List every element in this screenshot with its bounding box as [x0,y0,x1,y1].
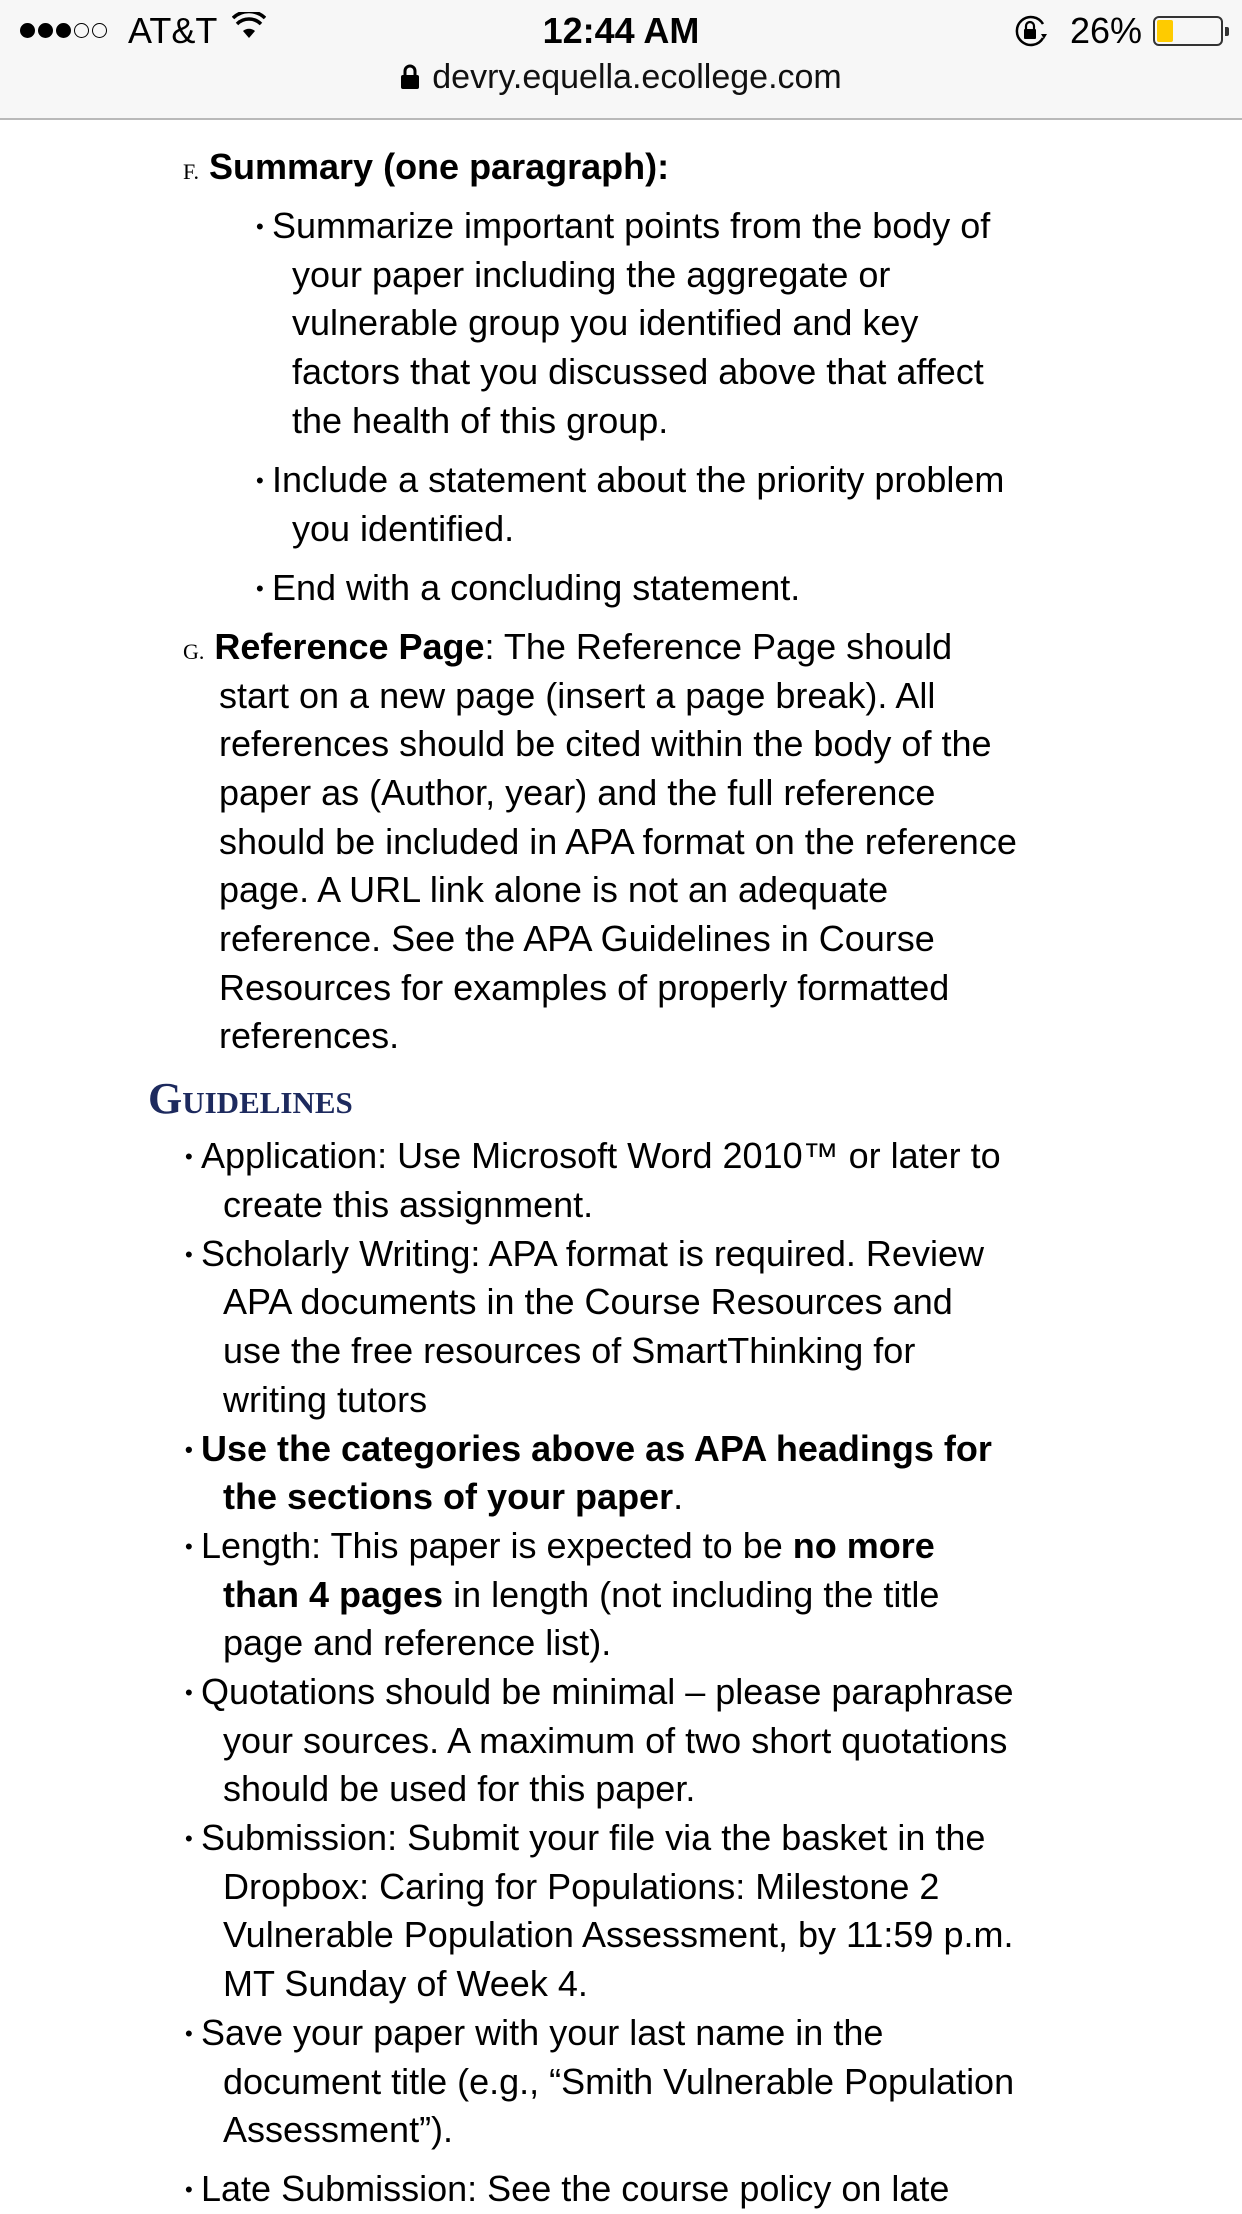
list-item: • Summarize important points from the body of [256,205,991,246]
paragraph-line: paper as (Author, year) and the full reference [219,772,936,813]
list-item-line: the health of this group. [292,400,669,441]
guidelines-heading: Guidelines [148,1074,353,1123]
url-text: devry.equella.ecollege.com [432,58,842,96]
paragraph-line: should be included in APA format on the reference [219,821,1017,862]
section-f-title: Summary (one paragraph): [209,146,670,187]
rotation-lock-icon [1013,14,1049,53]
list-item: • Application: Use Microsoft Word 2010™ or later to [185,1135,1001,1176]
list-item-line: you identified. [292,508,515,549]
battery-icon [1153,16,1223,46]
list-item-line: Dropbox: Caring for Populations: Milestone 2 [223,1866,940,1907]
list-item: • Late Submission: See the course policy on late [185,2168,950,2209]
list-item-line: page and reference list). [223,1622,612,1663]
section-f-marker: F. [183,159,199,184]
clock: 12:44 AM [542,10,700,51]
list-item-line: your paper including the aggregate or [292,254,891,295]
status-bar [0,0,1242,60]
list-item-line: Vulnerable Population Assessment, by 11:59 p.m. [223,1914,1014,1955]
browser-top-bar [0,0,1242,120]
list-item-line: the sections of your paper. [223,1476,684,1517]
paragraph-line: page. A URL link alone is not an adequate [219,869,889,910]
list-item-line: document title (e.g., “Smith Vulnerable Population [223,2061,1015,2102]
list-item: • Save your paper with your last name in the [185,2012,884,2053]
lock-icon [400,60,420,99]
carrier-label: AT&T [128,10,218,51]
list-item: • Use the categories above as APA headings for [185,1428,992,1469]
paragraph-line: Resources for examples of properly formatted [219,967,950,1008]
list-item-line: use the free resources of SmartThinking for [223,1330,916,1371]
list-item-line: Assessment”). [223,2109,454,2150]
paragraph-line: start on a new page (insert a page break). All [219,675,936,716]
list-item-line: should be used for this paper. [223,1768,696,1809]
list-item: • Include a statement about the priority problem [256,459,1005,500]
paragraph-line: reference. See the APA Guidelines in Course [219,918,935,959]
list-item-line: vulnerable group you identified and key [292,302,919,343]
section-g-heading: G. Reference Page: The Reference Page should [183,626,953,667]
paragraph-line: references. [219,1015,400,1056]
address-bar[interactable] [0,58,1242,99]
list-item: • End with a concluding statement. [256,567,801,608]
list-item-line: create this assignment. [223,1184,594,1225]
battery-percent: 26% [1070,10,1143,51]
list-item-line: APA documents in the Course Resources and [223,1281,953,1322]
list-item-line: writing tutors [223,1379,428,1420]
section-g-marker: G. [183,639,205,664]
list-item-line: factors that you discussed above that affect [292,351,984,392]
list-item: • Length: This paper is expected to be no more [185,1525,935,1566]
list-item: • Quotations should be minimal – please paraphrase [185,1671,1014,1712]
list-item: • Submission: Submit your file via the basket in the [185,1817,986,1858]
list-item: • Scholarly Writing: APA format is required. Review [185,1233,984,1274]
section-f-heading [183,142,669,196]
list-item-line: than 4 pages in length (not including the title [223,1574,940,1615]
list-item-line: your sources. A maximum of two short quotations [223,1720,1008,1761]
paragraph-line: references should be cited within the body of the [219,723,992,764]
section-g-title: Reference Page [214,626,485,667]
list-item-line: MT Sunday of Week 4. [223,1963,588,2004]
